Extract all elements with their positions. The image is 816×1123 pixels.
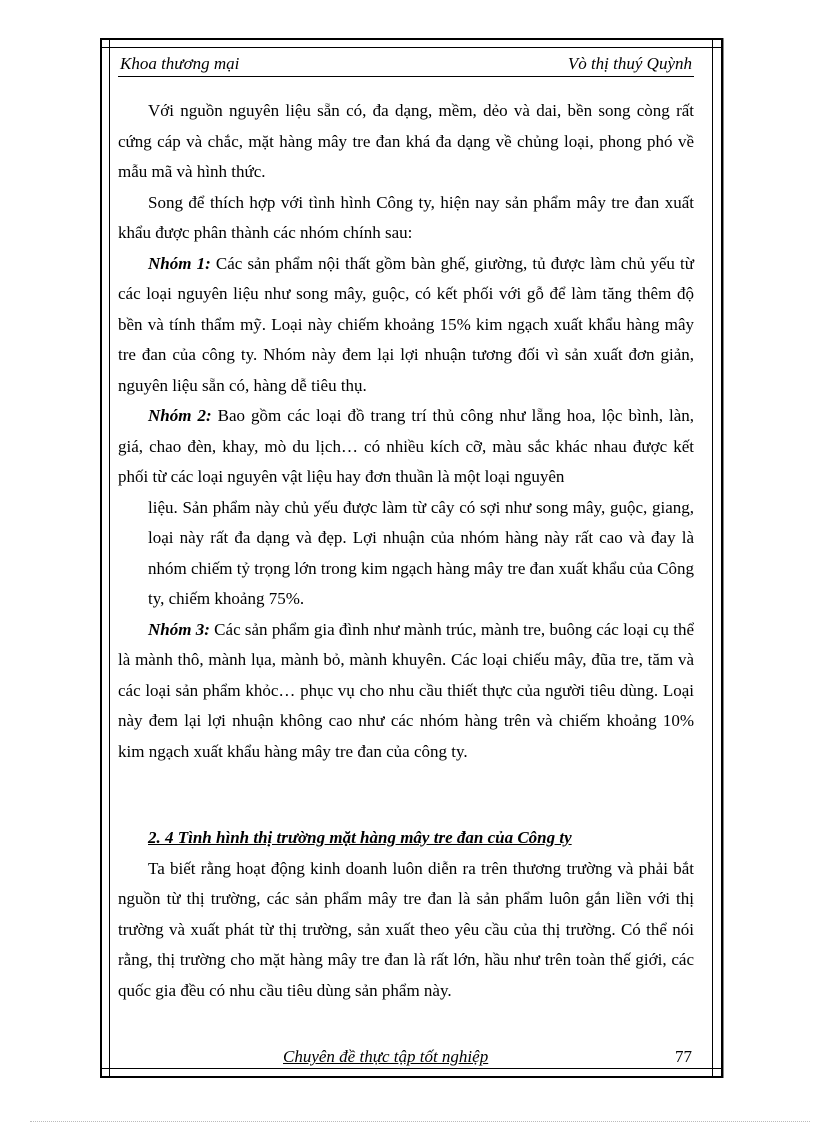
paragraph-market: Ta biết rằng hoạt động kinh doanh luôn diễn ra trên thương trường và phải bắt nguồn từ thị trường, các sản phẩm mây tre đan là sản phẩm luôn gắn liền với thị trường và xuất phát từ thị trường, sản xuất theo yêu cầu của thị trường. Có thể nói rằng, thị trường cho mặt hàng mây tre đan là rất lớn, hầu như trên toàn thế giới, các quốc gia đều có nhu cầu tiêu dùng sản phẩm này.	[118, 858, 694, 1000]
paragraph-group-3	[118, 615, 694, 768]
page-header	[118, 54, 694, 76]
page-border-right	[712, 38, 723, 1078]
section-heading: 2. 4 Tình hình thị trường mặt hàng mây tre đan của Công ty	[148, 828, 572, 847]
page-edge-dots	[30, 1121, 810, 1122]
header-rule	[118, 76, 694, 77]
header-author: Vò thị thuý Quỳnh	[567, 54, 692, 73]
group-2-label: Nhóm 2:	[148, 406, 212, 425]
paragraph-group-2-continued: liệu. Sản phẩm này chủ yếu được làm từ cây có sợi như song mây, guộc, giang, loại này rất đa dạng và đẹp. Lợi nhuận của nhóm hàng này rất cao và đay là nhóm chiếm tỷ trọng lớn trong kim ngạch hàng mây tre đan xuất khẩu của Công ty, chiếm khoảng 75%.	[148, 497, 694, 608]
page-number: 77	[675, 1047, 692, 1066]
page-border-left	[100, 38, 110, 1078]
paragraph-group-2	[118, 401, 694, 493]
group-3-text: Các sản phẩm gia đình như mành trúc, mành tre, buông các loại cụ thể là mành thô, mành lụa, mành bỏ, mành khuyên. Các loại chiếu mây, đũa tre, tăm và các loại sản phẩm khỏc… phục vụ cho nhu cầu thiết thực của người tiêu dùng. Loại này đem lại lợi nhuận không cao như các nhóm hàng trên và chiếm khoảng 10% kim ngạch xuất khẩu hàng mây tre đan của công ty.	[118, 619, 694, 761]
paragraph-groups-intro: Song để thích hợp với tình hình Công ty, hiện nay sản phẩm mây tre đan xuất khẩu được phân thành các nhóm chính sau:	[118, 192, 694, 242]
footer-title: Chuyên đề thực tập tốt nghiệp	[283, 1047, 489, 1066]
body-text	[118, 96, 694, 1006]
group-3-label: Nhóm 3:	[148, 619, 210, 639]
page-border-top	[100, 38, 723, 48]
group-2-text: Bao gồm các loại đồ trang trí thủ công như lẵng hoa, lộc bình, làn, giá, chao đèn, khay, mò du lịch… có nhiều kích cỡ, màu sắc khác nhau được kết phối từ các loại nguyên vật liệu hay đơn thuần là một loại nguyên	[118, 406, 694, 486]
header-department: Khoa thương mại	[120, 54, 240, 73]
group-1-label: Nhóm 1:	[148, 253, 211, 273]
paragraph-materials: Với nguồn nguyên liệu sẵn có, đa dạng, mềm, dẻo và dai, bền song còng rất cứng cáp và chắc, mặt hàng mây tre đan khá đa dạng về chủng loại, phong phó về mẫu mã và hình thức.	[118, 101, 694, 181]
page-border-bottom	[100, 1068, 723, 1078]
paragraph-group-1	[118, 249, 694, 402]
group-1-text: Các sản phẩm nội thất gồm bàn ghế, giường, tủ được làm chủ yếu từ các loại nguyên liệu như song mây, guộc, có kết phối với gỗ để làm tăng thêm độ bền và tính thẩm mỹ. Loại này chiếm khoảng 15% kim ngạch xuất khẩu hàng mây tre đan của công ty. Nhóm này đem lại lợi nhuận tương đối vì sản xuất đơn giản, nguyên liệu sẵn có, hàng dễ tiêu thụ.	[118, 253, 694, 395]
